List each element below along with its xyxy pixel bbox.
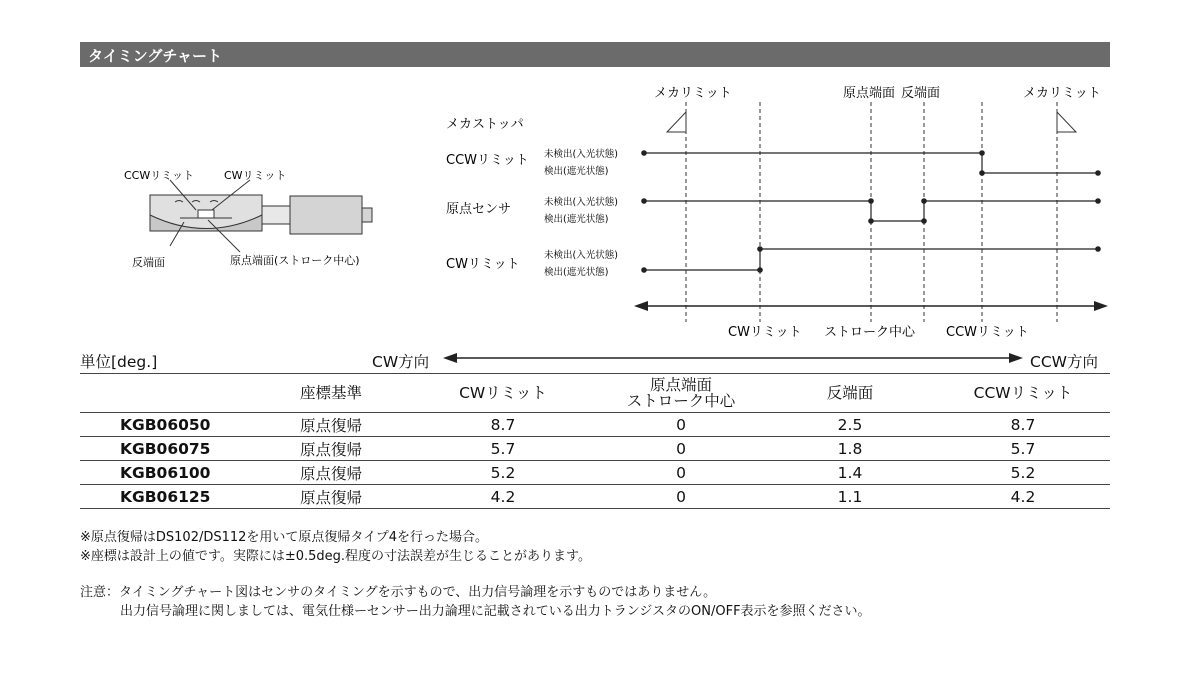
caution-line-1: 注意：タイミングチャート図はセンサのタイミングを示すもので、出力信号論理を示すものではありません。 bbox=[80, 585, 717, 600]
table-header-std: 座標基準 bbox=[288, 374, 408, 413]
signal-ccw bbox=[644, 153, 1098, 173]
table-row bbox=[80, 461, 1110, 485]
caution-line-2: 出力信号論理に関しましては、電気仕様ーセンサー出力論理に記載されている出力トランジスタのON/OFF表示を参照ください。 bbox=[120, 604, 871, 619]
ccw-limit-bottom-label: CCWリミット bbox=[946, 325, 1029, 340]
cell-origin: 0 bbox=[598, 413, 764, 437]
cell-rev: 1.8 bbox=[764, 437, 936, 461]
cell-std: 原点復帰 bbox=[288, 461, 408, 485]
cell-std: 原点復帰 bbox=[288, 413, 408, 437]
table-row bbox=[80, 485, 1110, 509]
table-header-rev: 反端面 bbox=[764, 374, 936, 413]
signal-origin bbox=[644, 201, 1098, 221]
cell-model: KGB06125 bbox=[80, 485, 288, 509]
section-title: タイミングチャート bbox=[88, 47, 222, 65]
row-cw-state-on: 検出(遮光状態) bbox=[544, 267, 609, 278]
table-header-origin bbox=[598, 374, 764, 413]
cell-std: 原点復帰 bbox=[288, 485, 408, 509]
row-origin-state-off: 未検出(入光状態) bbox=[544, 197, 618, 208]
cell-model: KGB06075 bbox=[80, 437, 288, 461]
stopper-left-icon bbox=[667, 112, 686, 132]
row-label-ccw: CCWリミット bbox=[446, 153, 529, 168]
cw-limit-bottom-label: CWリミット bbox=[728, 325, 802, 340]
caution bbox=[80, 583, 871, 621]
row-ccw-state-off: 未検出(入光状態) bbox=[544, 149, 618, 160]
unit-label: 単位[deg.] bbox=[80, 353, 158, 371]
cell-rev: 1.1 bbox=[764, 485, 936, 509]
direction-ccw: CCW方向 bbox=[1030, 353, 1098, 371]
table-header-ccw: CCWリミット bbox=[936, 374, 1110, 413]
table-header-origin-sub: ストローク中心 bbox=[626, 392, 736, 410]
cell-model: KGB06050 bbox=[80, 413, 288, 437]
row-label-origin: 原点センサ bbox=[446, 202, 512, 217]
row-origin-state-on: 検出(遮光状態) bbox=[544, 214, 609, 225]
table-header-origin-main: 原点端面 bbox=[649, 376, 712, 394]
table-header-row bbox=[80, 374, 1110, 413]
table-row bbox=[80, 437, 1110, 461]
mecha-limit-right-label: メカリミット bbox=[1023, 86, 1101, 101]
reverse-face-label: 反端面 bbox=[132, 256, 165, 269]
table-row bbox=[80, 413, 1110, 437]
cell-origin: 0 bbox=[598, 485, 764, 509]
reverse-face-top-label: 反端面 bbox=[901, 86, 941, 101]
direction-cw: CW方向 bbox=[372, 353, 430, 371]
timing-chart bbox=[440, 80, 1120, 345]
stopper-right-icon bbox=[1057, 112, 1076, 132]
notes bbox=[80, 528, 591, 566]
stroke-center-label: ストローク中心 bbox=[824, 325, 916, 340]
cell-model: KGB06100 bbox=[80, 461, 288, 485]
cell-std: 原点復帰 bbox=[288, 437, 408, 461]
note-item: ※座標は設計上の値です。実際には±0.5deg.程度の寸法誤差が生じることがあります。 bbox=[80, 549, 592, 564]
note-item: ※原点復帰はDS102/DS112を用いて原点復帰タイプ4を行った場合。 bbox=[80, 530, 489, 545]
origin-face-label: 原点端面(ストローク中心) bbox=[230, 254, 360, 267]
table-header-model bbox=[80, 374, 288, 413]
cell-ccw: 8.7 bbox=[936, 413, 1110, 437]
mecha-limit-left-label: メカリミット bbox=[654, 86, 732, 101]
table-header-cw: CWリミット bbox=[408, 374, 598, 413]
cell-rev: 1.4 bbox=[764, 461, 936, 485]
cell-cw: 8.7 bbox=[408, 413, 598, 437]
section-header bbox=[80, 42, 1110, 67]
spec-table bbox=[80, 373, 1110, 509]
cell-origin: 0 bbox=[598, 437, 764, 461]
row-label-cw: CWリミット bbox=[446, 257, 520, 272]
cell-rev: 2.5 bbox=[764, 413, 936, 437]
row-ccw-state-on: 検出(遮光状態) bbox=[544, 166, 609, 177]
ccw-limit-label: CCWリミット bbox=[124, 169, 195, 182]
cell-ccw: 5.2 bbox=[936, 461, 1110, 485]
cell-ccw: 4.2 bbox=[936, 485, 1110, 509]
cw-limit-label: CWリミット bbox=[224, 169, 287, 182]
cell-cw: 5.2 bbox=[408, 461, 598, 485]
cell-cw: 4.2 bbox=[408, 485, 598, 509]
origin-face-top-label: 原点端面 bbox=[843, 86, 896, 101]
stage-illustration bbox=[120, 160, 400, 275]
cell-cw: 5.7 bbox=[408, 437, 598, 461]
direction-arrow bbox=[443, 350, 1023, 366]
cell-ccw: 5.7 bbox=[936, 437, 1110, 461]
cell-origin: 0 bbox=[598, 461, 764, 485]
mecha-stopper-label: メカストッパ bbox=[446, 117, 524, 132]
row-cw-state-off: 未検出(入光状態) bbox=[544, 250, 618, 261]
